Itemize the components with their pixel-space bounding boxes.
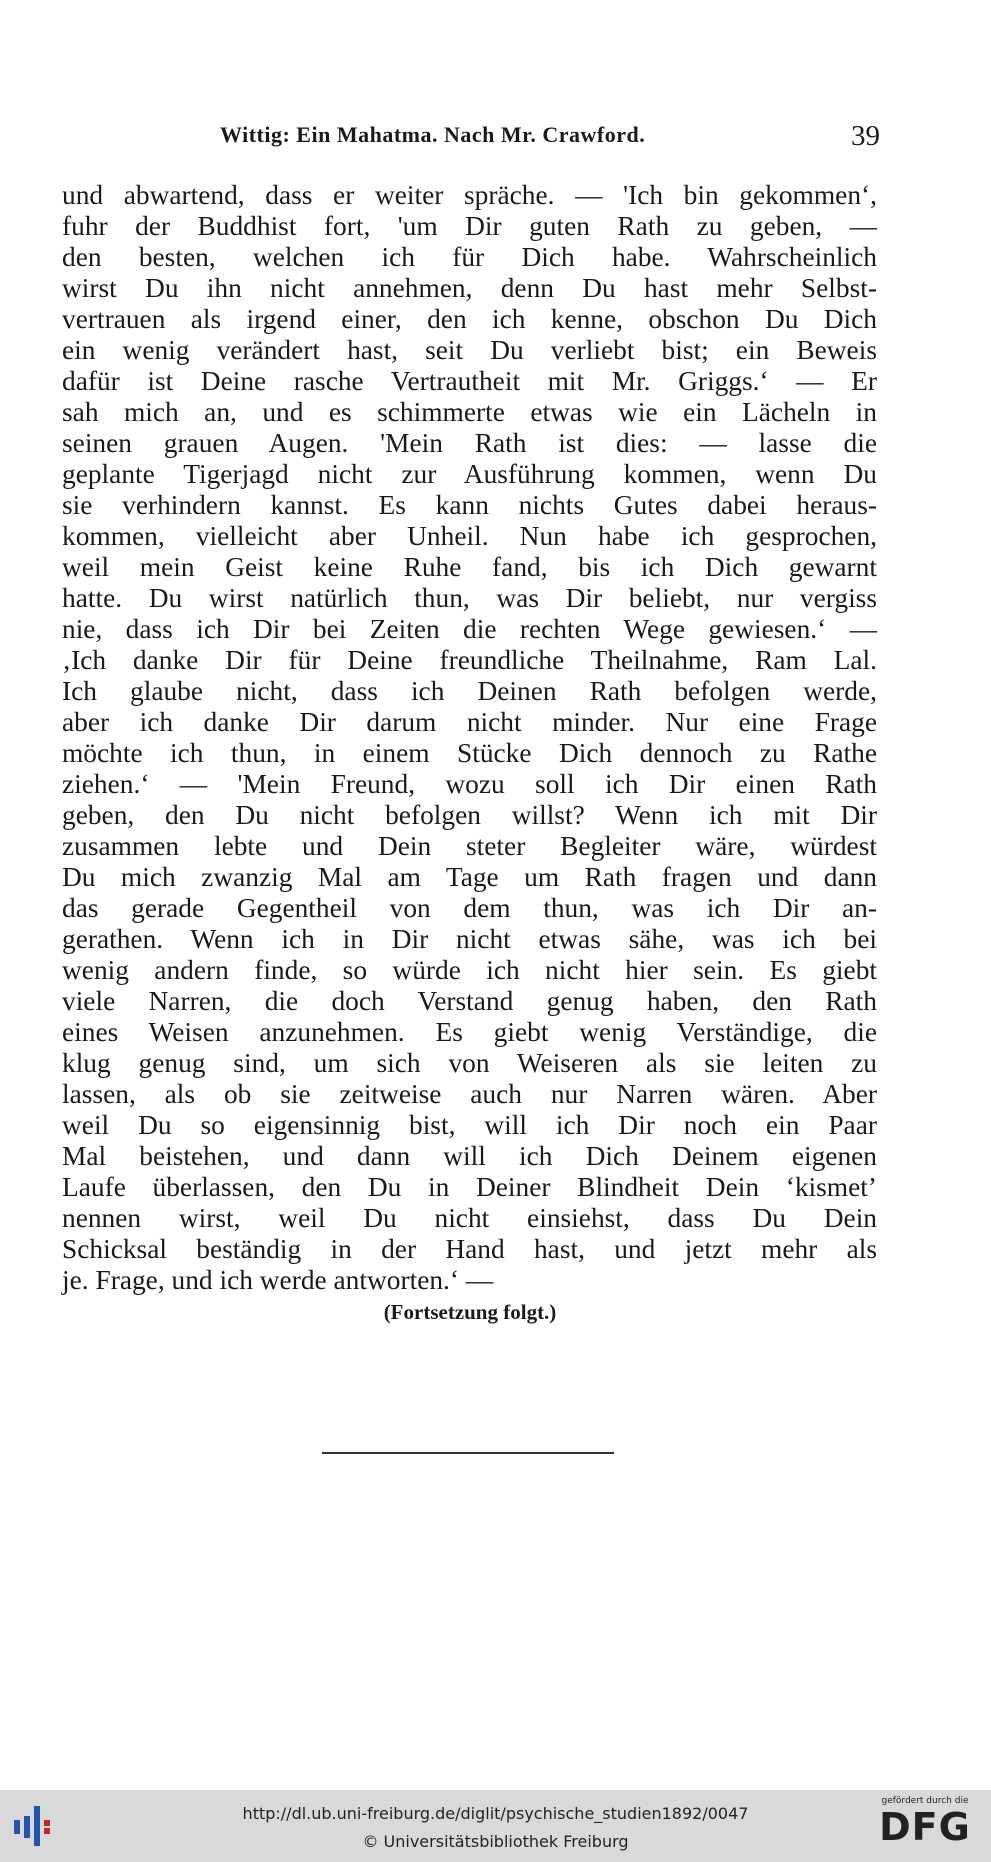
- text-line: Schicksal beständig in der Hand hast, und jetzt mehr als: [62, 1234, 877, 1264]
- text-line: dafür ist Deine rasche Vertrautheit mit Mr. Griggs.‘ — Er: [62, 366, 877, 396]
- text-line: sie verhindern kannst. Es kann nichts Gutes dabei heraus-: [62, 490, 877, 520]
- dfg-mark: DFG: [879, 1805, 971, 1849]
- text-line: weil Du so eigensinnig bist, will ich Dir noch ein Paar: [62, 1110, 877, 1140]
- continued-note: (Fortsetzung folgt.): [383, 1300, 557, 1324]
- text-line: sah mich an, und es schimmerte etwas wie ein Lächeln in: [62, 397, 877, 427]
- text-line: und abwartend, dass er weiter spräche. — 'Ich bin gekommen‘,: [62, 180, 877, 210]
- text-line: geben, den Du nicht befolgen willst? Wenn ich mit Dir: [62, 800, 877, 830]
- section-divider: [322, 1452, 614, 1454]
- text-line: nennen wirst, weil Du nicht einsiehst, dass Du Dein: [62, 1203, 877, 1233]
- text-line: wirst Du ihn nicht annehmen, denn Du hast mehr Selbst-: [62, 273, 877, 303]
- text-line: lassen, als ob sie zeitweise auch nur Narren wären. Aber: [62, 1079, 877, 1109]
- text-line: fuhr der Buddhist fort, 'um Dir guten Rath zu geben, —: [62, 211, 877, 241]
- text-line: Du mich zwanzig Mal am Tage um Rath fragen und dann: [62, 862, 877, 892]
- viewer-footer: [0, 1790, 991, 1862]
- text-line: nie, dass ich Dir bei Zeiten die rechten Wege gewiesen.‘ —: [62, 614, 877, 644]
- text-line: hatte. Du wirst natürlich thun, was Dir beliebt, nur vergiss: [62, 583, 877, 613]
- running-head: [60, 122, 880, 154]
- dfg-note: gefördert durch die: [881, 1796, 969, 1806]
- text-line: je. Frage, und ich werde antworten.‘ —: [62, 1265, 494, 1295]
- text-line: Mal beistehen, und dann will ich Dich Deinem eigenen: [62, 1141, 877, 1171]
- text-line: geplante Tigerjagd nicht zur Ausführung kommen, wenn Du: [62, 459, 877, 489]
- text-line: weil mein Geist keine Ruhe fand, bis ich Dich gewarnt: [62, 552, 877, 582]
- running-title: Wittig: Ein Mahatma. Nach Mr. Crawford.: [220, 122, 646, 147]
- text-line: kommen, vielleicht aber Unheil. Nun habe ich gesprochen,: [62, 521, 877, 551]
- text-line: ziehen.‘ — 'Mein Freund, wozu soll ich Dir einen Rath: [62, 769, 877, 799]
- text-line: vertrauen als irgend einer, den ich kenne, obschon Du Dich: [62, 304, 877, 334]
- page-url-link[interactable]: http://dl.ub.uni-freiburg.de/diglit/psychische_studien1892/0047: [242, 1804, 749, 1823]
- text-line: viele Narren, die doch Verstand genug haben, den Rath: [62, 986, 877, 1016]
- text-line: Ich glaube nicht, dass ich Deinen Rath befolgen werde,: [62, 676, 877, 706]
- text-line: ein wenig verändert hast, seit Du verliebt bist; ein Beweis: [62, 335, 877, 365]
- text-line: Laufe überlassen, den Du in Deiner Blindheit Dein ‘kismet’: [62, 1172, 877, 1202]
- dfg-logo: [869, 1796, 981, 1858]
- text-line: eines Weisen anzunehmen. Es giebt wenig Verständige, die: [62, 1017, 877, 1047]
- body-text: [62, 180, 877, 1296]
- page-number: 39: [851, 120, 880, 152]
- text-line: klug genug sind, um sich von Weiseren als sie leiten zu: [62, 1048, 877, 1078]
- text-line: wenig andern finde, so würde ich nicht hier sein. Es giebt: [62, 955, 877, 985]
- text-line: das gerade Gegentheil von dem thun, was ich Dir an-: [62, 893, 877, 923]
- text-line: seinen grauen Augen. 'Mein Rath ist dies: — lasse die: [62, 428, 877, 458]
- copyright-text: © Universitätsbibliothek Freiburg: [362, 1832, 629, 1851]
- text-line: gerathen. Wenn ich in Dir nicht etwas sähe, was ich bei: [62, 924, 877, 954]
- text-line: den besten, welchen ich für Dich habe. Wahrscheinlich: [62, 242, 877, 272]
- text-line: zusammen lebte und Dein steter Begleiter wäre, würdest: [62, 831, 877, 861]
- text-line: möchte ich thun, in einem Stücke Dich dennoch zu Rathe: [62, 738, 877, 768]
- text-line: aber ich danke Dir darum nicht minder. Nur eine Frage: [62, 707, 877, 737]
- text-line: ‚Ich danke Dir für Deine freundliche Theilnahme, Ram Lal.: [62, 645, 877, 675]
